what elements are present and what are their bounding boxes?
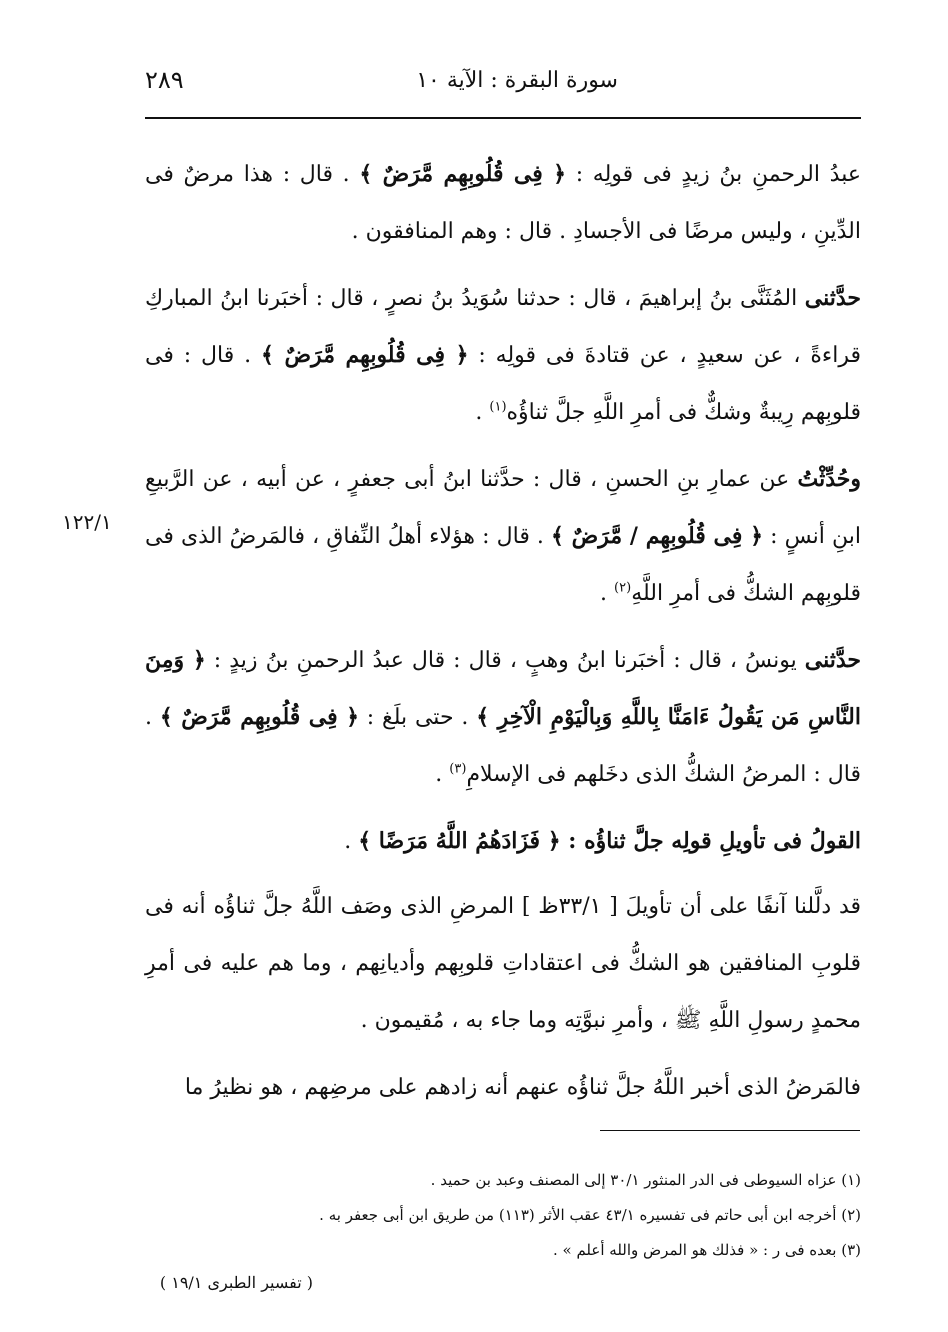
text-run: عبدُ الرحمنِ بنُ زيدٍ فى قولِه : <box>566 162 861 187</box>
narration-lead: حدَّثنى <box>804 647 861 673</box>
paragraph-6 <box>145 1059 861 1116</box>
footnote-item: (١) عزاه السيوطى فى الدر المنثور ٣٠/١ إلى المصنف وعبد بن حميد . <box>430 1171 861 1189</box>
header-rule <box>145 117 861 119</box>
footnote-marker: (٣) <box>449 761 467 777</box>
text-run: قد دلَّلنا آنفًا على أن تأويلَ [ ٣٣/١ظ ] المرضِ الذى وصَف اللَّهُ جلَّ ثناؤُه أنه فى قلوبِ المنافقين هو الشكُّ فى اعتقاداتِ قلوبِهم وأديانِهم ، وما هم عليه فى أمرِ محمدٍ رسولِ اللَّهِ ﷺ ، وأمرِ نبوَّتِه وما جاء به ، مُقيمون . <box>145 894 862 1033</box>
quran-quote: ﴿ فِى قُلُوبِهِم مَّرَضٌ ﴾ <box>159 704 359 730</box>
paragraph-2 <box>145 270 861 441</box>
text-run: يونسُ ، قال : أخبَرنا ابنُ وهبٍ ، قال : قال عبدُ الرحمنِ بنُ زيدٍ : <box>205 648 805 673</box>
text-run: . قال : فى قلوبِهم رِيبةٌ وشكٌّ فى أمرِ اللَّهِ جلَّ ثناؤُه <box>145 343 861 425</box>
footnotes <box>145 1163 861 1268</box>
footnote-item: (٢) أخرجه ابن أبى حاتم فى تفسيره ٤٣/١ عقب الأثر (١١٣) من طريق ابن أبى جعفر به . <box>319 1206 861 1224</box>
book-reference: ( تفسير الطبرى ١٩/١ ) <box>159 1273 313 1292</box>
text-run: . قال : هؤلاء أهلُ النِّفاقِ ، فالمَرضُ الذى فى قلوبِهم الشكُّ فى أمرِ اللَّهِ <box>145 524 861 606</box>
quran-quote: ﴿ فِى قُلُوبِهِم مَّرَضٌ ﴾ <box>359 161 567 187</box>
section-heading <box>145 813 861 870</box>
footnote-rule <box>600 1130 860 1131</box>
page-number: ٢٨٩ <box>145 66 184 94</box>
footnote-item: (٣) بعده فى ر : « فذلك هو المرض والله أعلم » . <box>552 1241 861 1259</box>
margin-page-reference: ١٢٢/١ <box>62 510 112 534</box>
text-run: . <box>475 400 490 425</box>
text-run: المُثَنَّى بنُ إبراهيمَ ، قال : حدثنا سُوَيدُ بنُ نصرٍ ، قال : أخبَرنا ابنُ المباركِ قراءةً ، عن سعيدٍ ، عن قتادةَ فى قولِه : <box>145 286 861 368</box>
text-run: . <box>435 762 450 787</box>
quran-quote: ﴿ فَزَادَهُمُ اللَّهُ مَرَضًا ﴾ <box>358 828 561 854</box>
quran-quote: ﴿ وَمِنَ النَّاسِ مَن يَقُولُ ءَامَنَّا بِاللَّهِ وَبِالْيَوْمِ الْآخِرِ ﴾ <box>145 647 861 730</box>
paragraph-1 <box>145 146 861 260</box>
paragraph-4 <box>145 632 861 803</box>
main-text <box>145 146 861 1126</box>
footnote-marker: (٢) <box>614 580 632 596</box>
footnote-marker: (١) <box>489 399 507 415</box>
text-run: عن عمارِ بنِ الحسنِ ، قال : حدَّثنا ابنُ أبى جعفرٍ ، عن أبيه ، عن الرَّبيعِ ابنِ أنسٍ : <box>145 467 861 549</box>
text-run: . حتى بلَغ : <box>358 705 477 730</box>
quran-quote: ﴿ فِى قُلُوبِهِم / مَّرَضٌ ﴾ <box>551 523 764 549</box>
quran-quote: ﴿ فِى قُلُوبِهِم مَّرَضٌ ﴾ <box>261 342 469 368</box>
paragraph-5 <box>145 878 861 1049</box>
narration-lead: حدَّثنى <box>804 285 861 311</box>
text-run: فالمَرضُ الذى أخبر اللَّهُ جلَّ ثناؤُه عنهم أنه زادهم على مرضِهم ، هو نظيرُ ما <box>184 1075 861 1100</box>
text-run: . <box>344 829 359 854</box>
text-run: . <box>600 581 615 606</box>
narration-lead: وحُدِّثْتُ <box>797 466 861 492</box>
paragraph-3 <box>145 451 861 622</box>
running-title: سورة البقرة : الآية ١٠ <box>416 68 618 93</box>
text-run: . قال : هذا مرضٌ فى الدِّينِ ، وليس مرضًا فى الأجسادِ . قال : وهم المنافقون . <box>145 162 861 244</box>
heading-text: القولُ فى تأويلِ قولِه جلَّ ثناؤُه : <box>560 828 861 854</box>
text-run: . قال : المرضُ الشكُّ الذى دخَلهم فى الإسلامِ <box>145 705 861 787</box>
